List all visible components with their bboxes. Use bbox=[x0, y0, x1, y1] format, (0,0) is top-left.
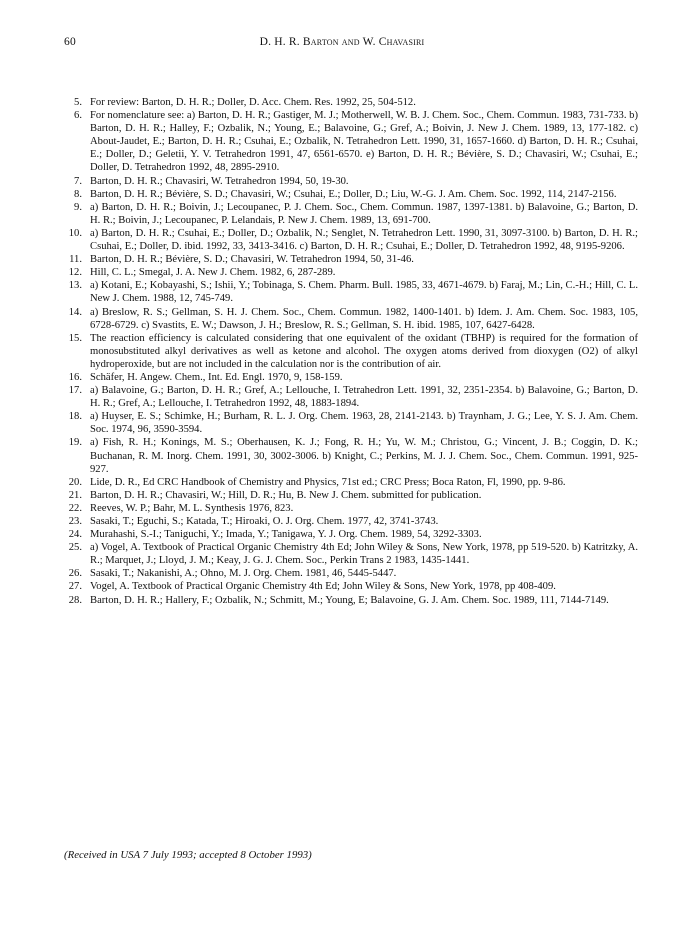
reference-text: a) Huyser, E. S.; Schimke, H.; Burham, R. L. J. Org. Chem. 1963, 28, 2141-2143. b) Traynham, J. G.; Lee, Y. S. J. Am. Chem. Soc. 1974, 96, 3590-3594. bbox=[90, 411, 638, 436]
reference-number: 11. bbox=[69, 254, 82, 266]
reference-item bbox=[64, 515, 638, 528]
reference-text: Reeves, W. P.; Bahr, M. L. Synthesis 1976, 823. bbox=[90, 502, 294, 514]
reference-number: 24. bbox=[68, 529, 82, 541]
reference-number: 21. bbox=[68, 489, 82, 501]
reference-number: 7. bbox=[74, 175, 82, 187]
reference-number: 5. bbox=[74, 97, 82, 108]
reference-item bbox=[64, 201, 638, 227]
reference-text: Barton, D. H. R.; Bévière, S. D.; Chavasiri, W.; Csuhai, E.; Doller, D.; Liu, W.-G. J. Am. Chem. Soc. 1992, 114, 2147-2156. bbox=[90, 188, 617, 200]
reference-item bbox=[64, 96, 638, 109]
reference-text: a) Barton, D. H. R.; Boivin, J.; Lecoupanec, P. J. Chem. Soc., Chem. Commun. 1987, 1397-1381. b) Balavoine, G.; Barton, D. H. R.; Boivin, J.; Lecoupanec, P. Lelandais, P. New J. Chem. 1989, 13, 691-700. bbox=[90, 201, 638, 226]
running-head: D. H. R. Barton and W. Chavasiri bbox=[259, 36, 425, 48]
reference-item bbox=[64, 279, 638, 305]
reference-item bbox=[64, 476, 638, 489]
reference-text: For review: Barton, D. H. R.; Doller, D. Acc. Chem. Res. 1992, 25, 504-512. bbox=[90, 97, 416, 108]
reference-text: Barton, D. H. R.; Hallery, F.; Ozbalik, N.; Schmitt, M.; Young, E; Balavoine, G. J. Am. Chem. Soc. 1989, 111, 7144-7149. bbox=[90, 594, 609, 606]
reference-text: a) Balavoine, G.; Barton, D. H. R.; Gref, A.; Lellouche, I. Tetrahedron Lett. 1991, 32, 2351-2354. b) Balavoine, G.; Barton, D. H. R.; Gref, A.; Lellouche, I. Tetrahedron 1992, 48, 1883-1894. bbox=[90, 385, 638, 410]
reference-number: 9. bbox=[74, 201, 82, 213]
reference-number: 20. bbox=[68, 476, 82, 488]
reference-number: 19. bbox=[68, 437, 82, 449]
reference-item bbox=[64, 410, 638, 436]
reference-number: 27. bbox=[68, 581, 82, 593]
reference-text: For nomenclature see: a) Barton, D. H. R.; Gastiger, M. J.; Motherwell, W. B. J. Chem. Soc., Chem. Commun. 1983, 731-733. b) Barton, D. H. R.; Halley, F.; Ozbalik, N.; Young, E.; Balavoine, G.; Gref, A.; Boivin, J. New J. Chem. 1989, 13, 177-182. c) About-Jaudet, E.; Barton, D. H. R.; Csuhai, E.; Ozbalik, N. Tetrahedron Lett. 1990, 31, 1657-1660. d) Barton, D. H. R.; Csuhai, E.; Doller, D.; Geletii, Y. V. Tetrahedron 1991, 47, 6561-6570. e) Barton, D. H. R.; Bévière, S. D.; Chavasiri, W.; Csuhai, E.; Doller, D. Tetrahedron 1992, 48, 2895-2910. bbox=[90, 110, 638, 174]
reference-text: Barton, D. H. R.; Chavasiri, W. Tetrahedron 1994, 50, 19-30. bbox=[90, 175, 349, 187]
reference-number: 23. bbox=[68, 516, 82, 527]
reference-list bbox=[64, 96, 638, 607]
reference-item bbox=[64, 580, 638, 593]
reference-item bbox=[64, 502, 638, 515]
reference-item bbox=[64, 594, 638, 607]
reference-number: 16. bbox=[68, 371, 82, 383]
reference-number: 22. bbox=[68, 502, 82, 514]
reference-text: Sasaki, T.; Nakanishi, A.; Ohno, M. J. Org. Chem. 1981, 46, 5445-5447. bbox=[90, 568, 397, 580]
reference-text: Hill, C. L.; Smegal, J. A. New J. Chem. 1982, 6, 287-289. bbox=[90, 267, 336, 279]
reference-text: Barton, D. H. R.; Chavasiri, W.; Hill, D. R.; Hu, B. New J. Chem. submitted for publication. bbox=[90, 489, 482, 501]
reference-text: a) Barton, D. H. R.; Csuhai, E.; Doller, D.; Ozbalik, N.; Senglet, N. Tetrahedron Lett. 1990, 31, 3097-3100. b) Barton, D. H. R.; Csuhai, E.; Doller, D. ibid. 1992, 33, 3413-3416. c) Barton, D. H. R.; Csuhai, E.; Doller, D. Tetrahedron 1992, 48, 9195-9206. bbox=[90, 227, 638, 253]
reference-text: a) Vogel, A. Textbook of Practical Organic Chemistry 4th Ed; John Wiley & Sons, New York, 1978, pp 519-520. b) Katritzky, A. R.; Marquet, J.; Lloyd, J. M.; Keay, J. G. J. Chem. Soc., Perkin Trans 2 1983, 1435-1441. bbox=[90, 542, 638, 567]
page-header bbox=[64, 36, 620, 52]
reference-number: 17. bbox=[68, 385, 82, 397]
reference-number: 26. bbox=[68, 568, 82, 580]
reference-item bbox=[64, 175, 638, 188]
reference-number: 28. bbox=[68, 594, 82, 606]
reference-text: a) Breslow, R. S.; Gellman, S. H. J. Chem. Soc., Chem. Commun. 1982, 1400-1401. b) Idem. J. Am. Chem. Soc. 1983, 105, 6728-6729. c) Svastits, E. W.; Dawson, J. H.; Breslow, R. S.; Gellman, S. H. ibid. 1985, 107, 6427-6428. bbox=[90, 306, 638, 331]
reference-item bbox=[64, 567, 638, 580]
reference-number: 10. bbox=[68, 227, 82, 239]
reference-item bbox=[64, 436, 638, 475]
reference-item bbox=[64, 227, 638, 253]
reference-text: a) Kotani, E.; Kobayashi, S.; Ishii, Y.; Tobinaga, S. Chem. Pharm. Bull. 1985, 33, 4671-4679. b) Faraj, M.; Lin, C.-H.; Hill, C. L. New J. Chem. 1988, 12, 745-749. bbox=[90, 280, 638, 305]
reference-item bbox=[64, 384, 638, 410]
reference-item bbox=[64, 266, 638, 279]
reference-number: 6. bbox=[74, 110, 82, 122]
reference-item bbox=[64, 109, 638, 174]
reference-text: a) Fish, R. H.; Konings, M. S.; Oberhausen, K. J.; Fong, R. H.; Yu, W. M.; Christou, G.; Vincent, J. B.; Coggin, D. K.; Buchanan, R. M. Inorg. Chem. 1991, 30, 3002-3006. b) Knight, C.; Perkins, M. J. J. Chem. Soc., Chem. Commun. 1991, 925-927. bbox=[90, 437, 638, 475]
reference-number: 13. bbox=[68, 280, 82, 292]
reference-item bbox=[64, 188, 638, 201]
reference-text: Schäfer, H. Angew. Chem., Int. Ed. Engl. 1970, 9, 158-159. bbox=[90, 371, 343, 383]
reference-item bbox=[64, 371, 638, 384]
reference-number: 14. bbox=[68, 306, 82, 318]
reference-item bbox=[64, 332, 638, 371]
reference-text: Sasaki, T.; Eguchi, S.; Katada, T.; Hiroaki, O. J. Org. Chem. 1977, 42, 3741-3743. bbox=[90, 516, 439, 527]
reference-item bbox=[64, 489, 638, 502]
reference-item bbox=[64, 541, 638, 567]
reference-text: The reaction efficiency is calculated considering that one equivalent of the oxidant (TBHP) is required for the formation of monosubstituted alkyl derivatives as well as ketone and alcohol. The oxygen atoms derived from dioxygen (O2) of alkyl hydroperoxide, but are not included in the calculation nor is the contribution of air. bbox=[90, 332, 638, 370]
reference-item bbox=[64, 528, 638, 541]
reference-number: 12. bbox=[68, 267, 82, 279]
reference-number: 18. bbox=[68, 411, 82, 423]
reference-number: 25. bbox=[68, 542, 82, 554]
reference-text: Vogel, A. Textbook of Practical Organic Chemistry 4th Ed; John Wiley & Sons, New York, 1978, pp 408-409. bbox=[90, 581, 556, 593]
reference-number: 15. bbox=[68, 332, 82, 344]
reference-item bbox=[64, 253, 638, 266]
received-date-note: (Received in USA 7 July 1993; accepted 8 October 1993) bbox=[64, 849, 312, 861]
reference-text: Murahashi, S.-I.; Taniguchi, Y.; Imada, Y.; Tanigawa, Y. J. Org. Chem. 1989, 54, 3292-3303. bbox=[90, 529, 482, 541]
page-number: 60 bbox=[64, 36, 76, 48]
reference-text: Lide, D. R., Ed CRC Handbook of Chemistry and Physics, 71st ed.; CRC Press; Boca Raton, Fl, 1990, pp. 9-86. bbox=[90, 476, 566, 488]
reference-number: 8. bbox=[74, 188, 82, 200]
reference-item bbox=[64, 306, 638, 332]
reference-text: Barton, D. H. R.; Bévière, S. D.; Chavasiri, W. Tetrahedron 1994, 50, 31-46. bbox=[90, 254, 414, 266]
